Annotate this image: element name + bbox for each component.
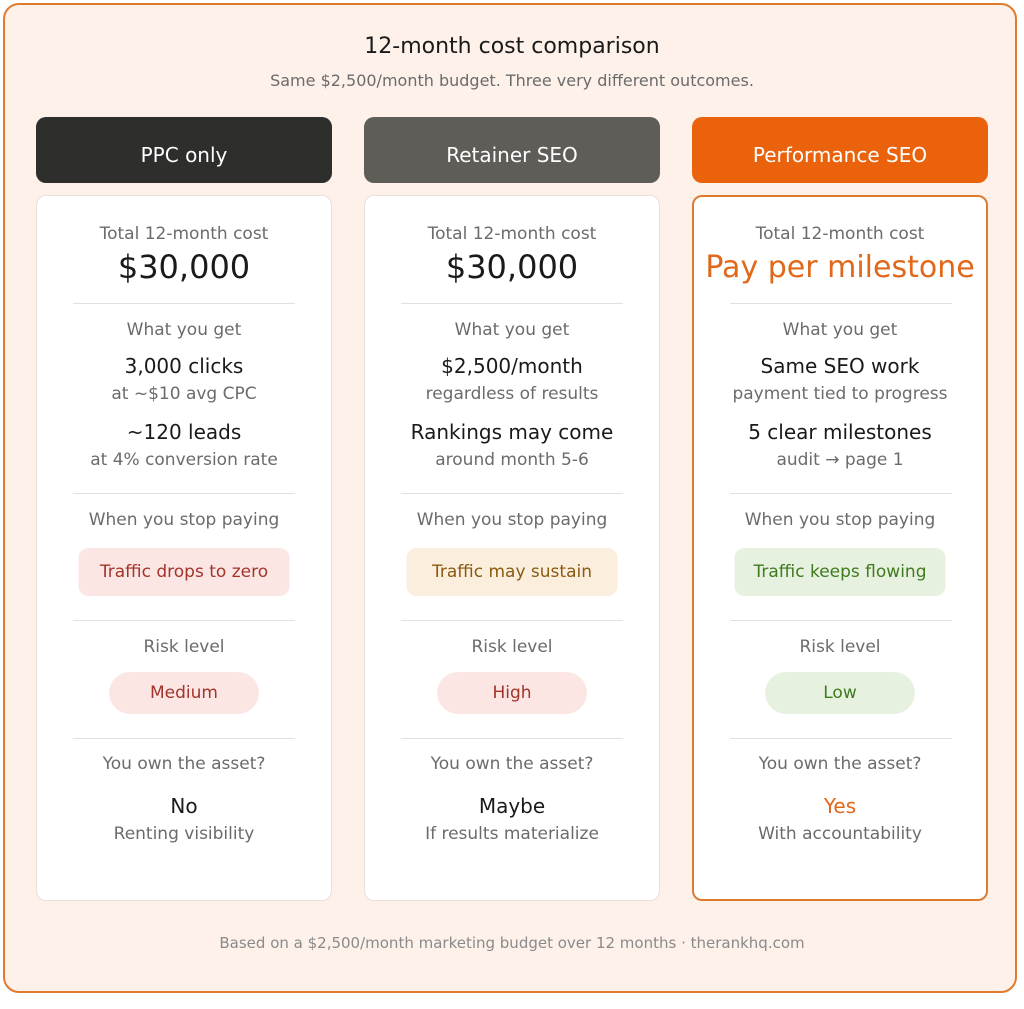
- divider: [730, 620, 952, 621]
- stop-label: When you stop paying: [416, 510, 608, 530]
- risk-badge: Medium: [109, 672, 259, 714]
- own-value: No: [170, 794, 198, 818]
- column-card-performance-seo: [692, 195, 988, 901]
- stop-value-badge: Traffic may sustain: [407, 548, 618, 596]
- divider: [401, 303, 623, 304]
- get-label: What you get: [782, 320, 898, 340]
- cost-label: Total 12-month cost: [755, 224, 925, 244]
- divider: [730, 738, 952, 739]
- divider: [401, 738, 623, 739]
- cost-value: Pay per milestone: [705, 250, 975, 285]
- own-label: You own the asset?: [430, 754, 594, 774]
- chart-subtitle: Same $2,500/month budget. Three very different outcomes.: [270, 71, 754, 90]
- footer-note: Based on a $2,500/month marketing budget over 12 months · therankhq.com: [219, 934, 805, 952]
- stop-label: When you stop paying: [744, 510, 936, 530]
- risk-badge: High: [437, 672, 587, 714]
- divider: [730, 303, 952, 304]
- column-card-ppc: [36, 195, 332, 901]
- column-header-ppc: PPC only: [36, 117, 332, 183]
- stop-value-badge: Traffic keeps flowing: [735, 548, 946, 596]
- divider: [73, 738, 295, 739]
- get-primary-1: $2,500/month: [441, 354, 583, 378]
- get-primary-2: 5 clear milestones: [748, 420, 932, 444]
- column-header-retainer-seo: Retainer SEO: [364, 117, 660, 183]
- cost-value: $30,000: [117, 248, 251, 286]
- get-primary-1: Same SEO work: [760, 354, 920, 378]
- risk-label: Risk level: [471, 637, 553, 657]
- divider: [401, 493, 623, 494]
- cost-value: $30,000: [445, 248, 579, 286]
- divider: [73, 303, 295, 304]
- column-header-performance-seo: Performance SEO: [692, 117, 988, 183]
- column-ppc: [36, 117, 332, 844]
- get-primary-2: ~120 leads: [126, 420, 242, 444]
- own-value: Yes: [823, 794, 857, 818]
- cost-label: Total 12-month cost: [427, 224, 597, 244]
- get-label: What you get: [454, 320, 570, 340]
- get-secondary-1: regardless of results: [425, 384, 599, 404]
- get-secondary-2: at 4% conversion rate: [90, 450, 278, 470]
- chart-title: 12-month cost comparison: [364, 34, 660, 59]
- get-label: What you get: [126, 320, 242, 340]
- risk-badge: Low: [765, 672, 915, 714]
- get-secondary-2: audit → page 1: [776, 450, 904, 470]
- get-secondary-2: around month 5-6: [435, 450, 589, 470]
- get-primary-2: Rankings may come: [410, 420, 614, 444]
- cost-label: Total 12-month cost: [99, 224, 269, 244]
- own-note: If results materialize: [425, 824, 599, 844]
- own-note: With accountability: [758, 824, 922, 844]
- divider: [73, 493, 295, 494]
- divider: [401, 620, 623, 621]
- own-note: Renting visibility: [113, 824, 255, 844]
- own-label: You own the asset?: [102, 754, 266, 774]
- column-retainer-seo: [364, 117, 660, 844]
- stop-value-badge: Traffic drops to zero: [79, 548, 290, 596]
- risk-label: Risk level: [143, 637, 225, 657]
- divider: [730, 493, 952, 494]
- own-value: Maybe: [478, 794, 546, 818]
- divider: [73, 620, 295, 621]
- column-card-retainer-seo: [364, 195, 660, 901]
- column-performance-seo: [692, 117, 988, 844]
- own-label: You own the asset?: [758, 754, 922, 774]
- get-primary-1: 3,000 clicks: [124, 354, 244, 378]
- get-secondary-1: payment tied to progress: [732, 384, 948, 404]
- get-secondary-1: at ~$10 avg CPC: [111, 384, 257, 404]
- risk-label: Risk level: [799, 637, 881, 657]
- stop-label: When you stop paying: [88, 510, 280, 530]
